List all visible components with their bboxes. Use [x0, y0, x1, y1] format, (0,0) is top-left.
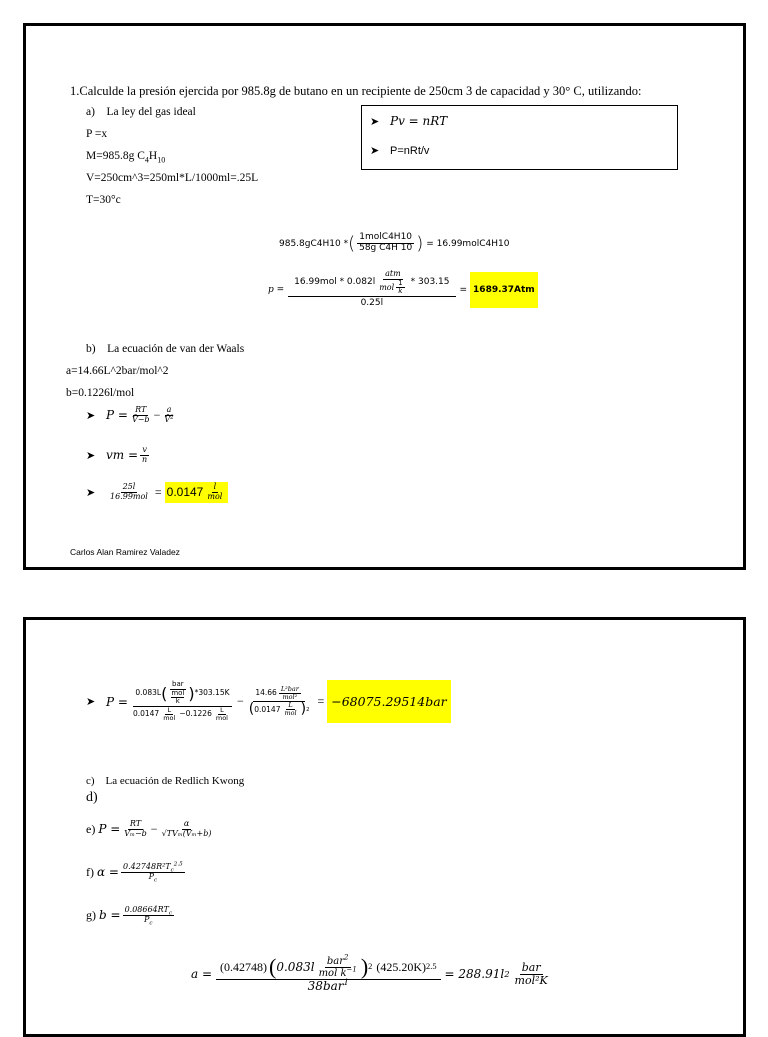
vdw-term-2: 14.66 $\frac{\text{L²bar}}{\text{mol²}}$ ( 0.0147 $\frac{L}{\text{mol}}$ ) 2: [248, 684, 310, 718]
given-v: V=250cm^3=250ml*L/1000ml=.25L: [86, 172, 259, 184]
box-equation-2: ➤ P=nRt/v: [370, 144, 430, 157]
part-d-label: d): [86, 790, 98, 805]
given-m: [86, 150, 166, 165]
problem-statement: 1.Calculde la presión ejercida por 985.8g de butano en un recipiente de 250cm 3 de capacidad y 30° C, utilizando:: [70, 84, 642, 98]
part-b-label: b): [86, 343, 96, 355]
vdw-result: −68075.29514bar: [327, 680, 450, 723]
given-m-text: M=985.8g C: [86, 150, 145, 162]
vdw-equation: ➤ P = $\frac{RT}{V̄-b}$ − $\frac{a}{V̄^2}$: [86, 405, 174, 424]
constant-b: b=0.1226l/mol: [66, 387, 135, 399]
moles-conversion: 985.8gC4H10 * ( $\frac{\text{1molC4H10}}{\text{58g C4H 10}}$ ) = 16.99molC4H10: [279, 232, 510, 254]
document-page-2: [23, 617, 746, 1037]
arrow-bullet-icon: ➤: [370, 115, 380, 128]
arrow-bullet-icon: ➤: [86, 448, 96, 462]
author-name: Carlos Alan Ramirez Valadez: [70, 547, 180, 557]
moles-fraction: $\frac{\text{1molC4H10}}{\text{58g C4H 10}}$: [359, 232, 413, 253]
box-equation-1: ➤ Pv = nRT: [370, 114, 448, 128]
part-b-title: La ecuación de van der Waals: [107, 343, 245, 355]
arrow-bullet-icon: ➤: [86, 695, 96, 708]
arrow-bullet-icon: ➤: [370, 144, 380, 157]
document-page-1: [23, 23, 746, 570]
ideal-gas-pressure-equation: p = 16.99mol * 0.082l atm mol $\frac{1}{k}$ * 303.15 0.25l = 1689.37Atm: [268, 270, 538, 309]
alpha-calculation: a = (0.42748) ( 0.083l $\frac{bar^2}{mol k^{-1}}$ ) 2 (425.20K) 2.5 38bar$^1$ = 288.91l 2 $\frac{\text{bar}}{\text{mol²K}}$: [191, 953, 548, 994]
arrow-bullet-icon: ➤: [86, 485, 96, 499]
arrow-bullet-icon: ➤: [86, 408, 96, 422]
equation-box: [361, 105, 678, 170]
redlich-kwong-equation: e) P = $\frac{RT}{\text{Vₘ−b}}$ − $\frac{\alpha}{\text{√TVₘ(Vₘ+b)}}$: [86, 819, 212, 838]
part-a-title: La ley del gas ideal: [106, 106, 196, 118]
part-b-heading: [86, 343, 244, 355]
vm-result: 0.0147 $\frac{l}{\text{mol}}$: [165, 482, 229, 503]
vm-definition: ➤ vm = $\frac{v}{n}$: [86, 445, 148, 464]
part-a-label: a): [86, 106, 95, 118]
given-m-sub1: 4: [144, 155, 149, 165]
alpha-calculation-fraction: (0.42748) ( 0.083l $\frac{bar^2}{mol k^{-1}}$ ) 2 (425.20K) 2.5 38bar$^1$: [216, 955, 440, 993]
b-equation: g) b = $\frac{0.08664RT_c}{P_c}$: [86, 905, 173, 927]
vdw-numeric-equation: ➤ P = 0.083L ( bar mol k ) *303.15K 0.0147 $\frac{L}{\text{mol}}$ −0.1226 $\frac{L}{\text{mol}}$ − 14.66 $\frac{\text{L²bar}}{\text{mol²}}$ ( 0.0147 $\frac{L}{\text{mol}}$ ) 2 = −68075.29514bar: [86, 680, 451, 723]
given-m-h: H: [148, 150, 158, 162]
part-a-heading: [86, 106, 196, 118]
given-p: P =x: [86, 128, 108, 140]
part-c-heading: [86, 775, 244, 787]
ideal-gas-result: 1689.37Atm: [470, 272, 538, 308]
vm-calculation: ➤ $\frac{25l}{\text{16.99mol}}$ = 0.0147 $\frac{l}{\text{mol}}$: [86, 482, 228, 503]
given-t: T=30°c: [86, 194, 121, 206]
vdw-term-1: 0.083L ( bar mol k ) *303.15K 0.0147 $\frac{L}{\text{mol}}$ −0.1226 $\frac{L}{\text{mol}}$: [132, 679, 230, 723]
alpha-equation: f) α = $\frac{0.42748R^2T_c^{2.5}}{P_c}$: [86, 861, 183, 884]
given-m-sub2: 10: [157, 155, 166, 165]
constant-a: a=14.66L^2bar/mol^2: [66, 365, 169, 377]
pressure-fraction: 16.99mol * 0.082l atm mol $\frac{1}{k}$ * 303.15 0.25l: [288, 270, 455, 309]
part-c-title: La ecuación de Redlich Kwong: [105, 775, 245, 787]
part-c-label: c): [86, 775, 95, 787]
